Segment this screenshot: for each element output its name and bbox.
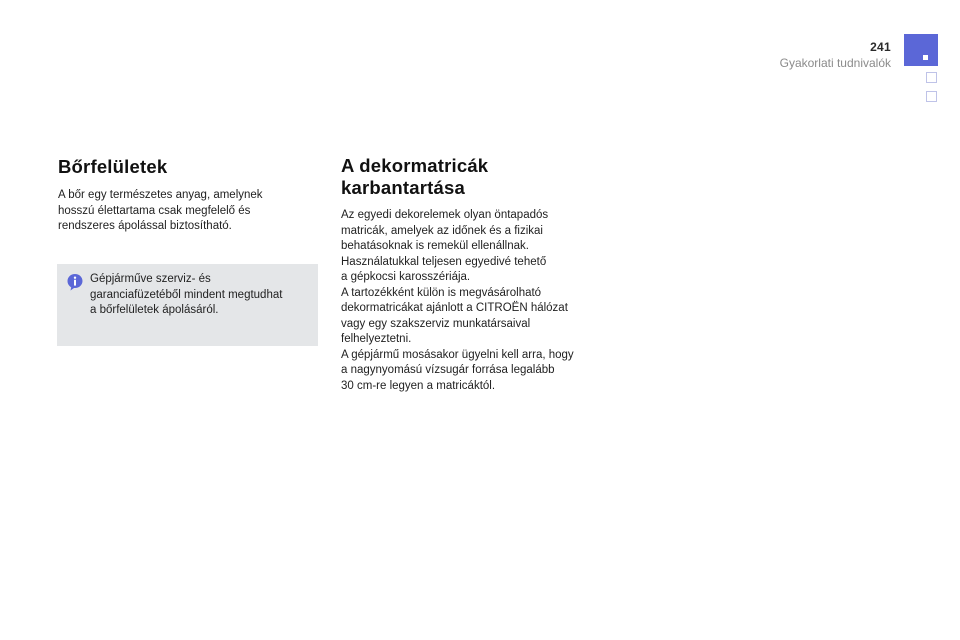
leather-paragraph: A bőr egy természetes anyag, amelynek hosszú élettartama csak megfelelő és rendszeres ápolással biztosítható. — [58, 189, 263, 232]
decal-paragraph: Az egyedi dekorelemek olyan öntapadós matricák, amelyek az időnek és a fizikai behatásoknak is remekül ellenállnak. Használatukkal teljesen egyedivé tehető a gépkocsi karosszériája. A tartozékként külön is megvásárolható dekormatricákat ajánlott a CITROËN hálózat vagy egy szakszerviz munkatársaival felhelyeztetni. A gépjármű mosásakor ügyelni kell arra, hogy a nagynyomású vízsugár forrása legalább 30 cm-re legyen a matricáktól. — [341, 209, 574, 392]
decal-section — [341, 155, 601, 394]
info-icon — [66, 273, 84, 291]
info-box — [57, 264, 318, 346]
decal-heading: A dekormatricák karbantartása — [341, 155, 489, 198]
info-text: Gépjárműve szerviz- és garanciafüzetéből mindent megtudhat a bőrfelületek ápolásáról. — [90, 273, 283, 316]
chapter-tab[interactable] — [926, 72, 937, 83]
page-number: 241 — [870, 40, 891, 54]
chapter-tab-active[interactable] — [904, 34, 938, 66]
leather-section — [58, 156, 318, 235]
section-title: Gyakorlati tudnivalók — [779, 56, 891, 70]
leather-heading: Bőrfelületek — [58, 156, 168, 177]
tab-marker-icon — [923, 55, 928, 60]
chapter-tab[interactable] — [926, 91, 937, 102]
